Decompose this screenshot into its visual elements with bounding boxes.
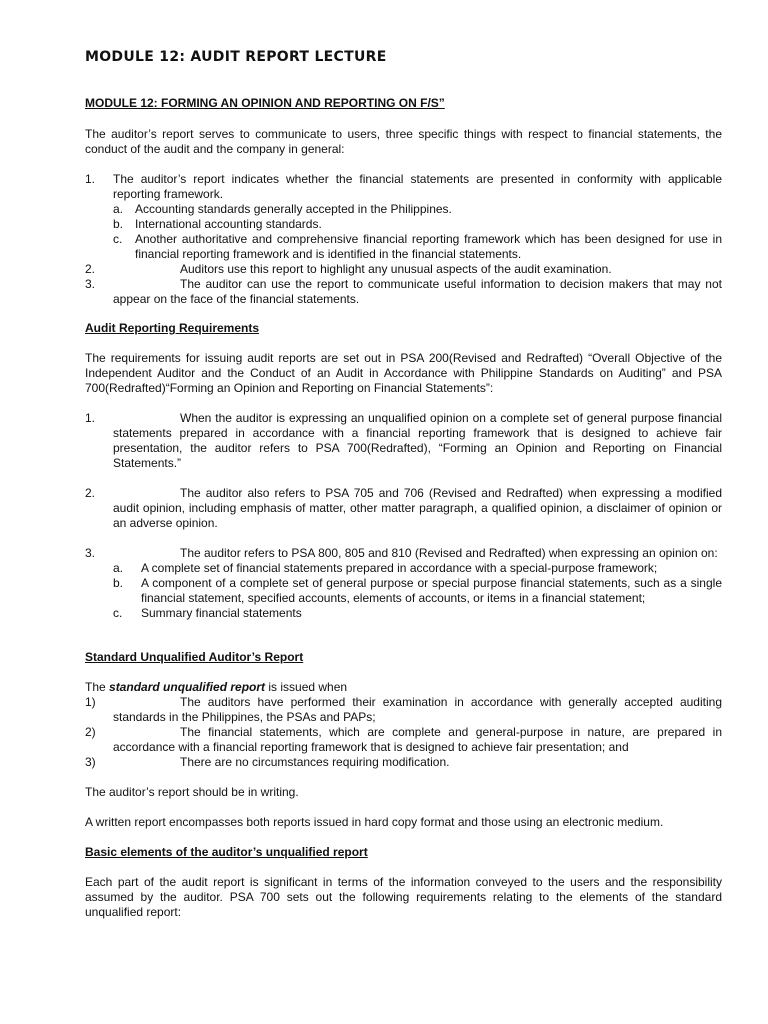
sub-letter: b. [113,576,124,590]
elements-paragraph: Each part of the audit report is significant in terms of the information conveyed to the users and the responsibility assumed by the auditor. PSA 700 sets out the following requirements relating to the elements of the standard unqualified report: [85,875,722,919]
list-item [85,725,722,755]
list-item [85,262,722,277]
module-subtitle: MODULE 12: FORMING AN OPINION AND REPORTING ON F/S” [85,96,445,110]
intro-paragraph: The auditor’s report serves to communicate to users, three specific things with respect to financial statements, the conduct of the audit and the company in general: [85,127,722,156]
section-heading: Standard Unqualified Auditor’s Report [85,650,304,664]
emphasis-text: standard unqualified report [109,680,266,694]
list-item-text: The auditor’s report indicates whether the financial statements are presented in conformity with applicable reporting framework. [113,172,722,201]
sub-list-item [85,202,722,217]
writing-paragraph: The auditor’s report should be in writing. [85,785,299,799]
list-item [85,546,722,561]
lead-text: is issued when [265,680,348,694]
list-number: 3) [85,755,96,769]
list-number: 2. [85,262,96,276]
requirements-paragraph: The requirements for issuing audit reports are set out in PSA 200(Revised and Redrafted) “Overall Objective of the Independent Auditor and the Conduct of an Audit in Accordance with Philippine Standards on Auditing” and PSA 700(Redrafted)“Forming an Opinion and Reporting on Financial Statements”: [85,351,722,395]
list-item [85,755,722,770]
list-item-text: When the auditor is expressing an unqualified opinion on a complete set of general purpose financial statements prepared in accordance with a financial reporting framework that is designed to achieve fair presentation, the auditor refers to PSA 700(Redrafted), “Forming an Opinion and Reporting on Financial Statements.” [113,411,722,470]
sub-item-text: Another authoritative and comprehensive financial reporting framework which has been designed for use in financial reporting framework and is identified in the financial statements. [135,232,722,261]
requirements-item [85,486,722,531]
sub-item-text: International accounting standards. [135,217,322,231]
list-item-text: There are no circumstances requiring modification. [180,755,450,769]
sub-letter: a. [113,202,124,216]
lead-text: The [85,680,110,694]
sub-letter: a. [113,561,124,575]
list-number: 2. [85,486,96,500]
list-number: 1. [85,411,96,425]
sub-letter: c. [113,606,123,620]
page-title: MODULE 12: AUDIT REPORT LECTURE [85,49,387,65]
sub-letter: c. [113,232,123,246]
sub-list-item [85,576,722,606]
requirements-item [85,546,722,621]
list-item-text: Auditors use this report to highlight any unusual aspects of the audit examination. [180,262,612,276]
section-heading: Audit Reporting Requirements [85,321,260,335]
sub-item-text: A complete set of financial statements prepared in accordance with a special-purpose framework; [141,561,658,575]
list-number: 2) [85,725,96,739]
list-item [85,172,722,202]
sub-item-text: Accounting standards generally accepted in the Philippines. [135,202,452,216]
requirements-item [85,411,722,471]
sub-item-text: A component of a complete set of general purpose or special purpose financial statements, such as a single financial statement, specified accounts, elements of accounts, or items in a financial statement; [141,576,722,605]
list-number: 3. [85,277,96,291]
list-item-text: The auditor also refers to PSA 705 and 706 (Revised and Redrafted) when expressing a modified audit opinion, including emphasis of matter, other matter paragraph, a qualified opinion, a disclaimer of opinion or an adverse opinion. [113,486,722,530]
sub-list-item [85,232,722,262]
lead-sentence [85,680,722,695]
list-item-text: The financial statements, which are complete and general-purpose in nature, are prepared in accordance with a financial reporting framework that is designed to achieve fair presentation; and [113,725,722,754]
section-heading: Basic elements of the auditor’s unqualified report [85,845,368,859]
purpose-list [85,172,722,307]
written-report-paragraph: A written report encompasses both reports issued in hard copy format and those using an electronic medium. [85,815,664,829]
list-item [85,411,722,471]
list-number: 1. [85,172,96,186]
list-item-text: The auditors have performed their examination in accordance with generally accepted auditing standards in the Philippines, the PSAs and PAPs; [113,695,722,724]
sub-letter: b. [113,217,124,231]
list-item-text: The auditor can use the report to communicate useful information to decision makers that may not appear on the face of the financial statements. [113,277,722,306]
sub-list-item [85,606,722,621]
list-number: 3. [85,546,96,560]
list-item [85,277,722,307]
list-item [85,695,722,725]
unqualified-list [85,680,722,770]
sub-list-item [85,217,722,232]
sub-list-item [85,561,722,576]
sub-item-text: Summary financial statements [141,606,302,620]
list-item-text: The auditor refers to PSA 800, 805 and 810 (Revised and Redrafted) when expressing an opinion on: [180,546,718,560]
list-number: 1) [85,695,96,709]
list-item [85,486,722,531]
